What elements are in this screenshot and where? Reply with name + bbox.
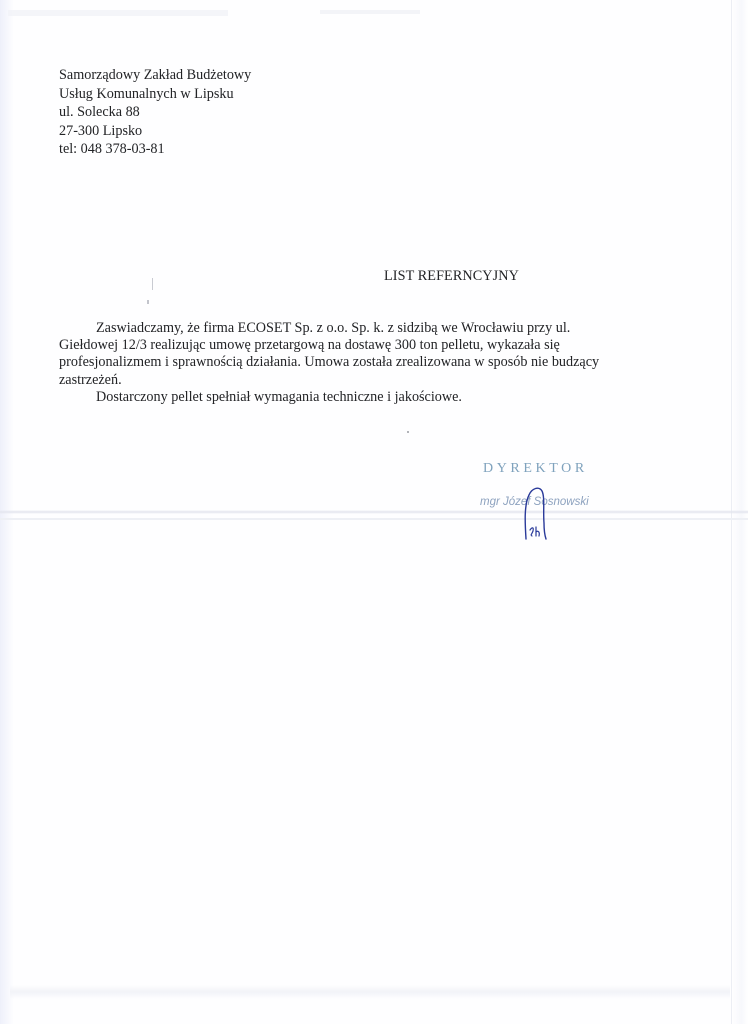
sender-address-block [59,66,251,159]
sender-line: Samorządowy Zakład Budżetowy [59,67,252,83]
handwritten-signature-icon [520,483,560,543]
bleed-through-mark [320,10,420,14]
body-line: profesjonalizmem i sprawnością działania. Umowa została zrealizowana w sposób nie budzący [59,354,600,371]
stamp-title: DYREKTOR [483,461,588,476]
sender-line: 27-300 Lipsko [59,122,143,139]
letter-title: LIST REFERNCYJNY [384,268,519,284]
body-line: Dostarczony pellet spełniał wymagania techniczne i jakościowe. [96,388,462,405]
bleed-through-mark [8,10,228,16]
sender-line: Usług Komunalnych w Lipsku [59,85,234,102]
scan-artifact [152,278,153,290]
paper-fold-line [0,510,748,514]
scan-speck [407,431,409,433]
body-line: Giełdowej 12/3 realizując umowę przetargową na dostawę 300 ton pelletu, wykazała się [59,337,560,354]
sender-line: ul. Solecka 88 [59,104,140,121]
bleed-through-mark [10,985,730,999]
scan-artifact [147,300,149,304]
paper-fold-line [0,518,748,520]
sender-line: tel: 048 378-03-81 [59,141,165,158]
body-line: zastrzeżeń. [59,371,122,388]
stamp-name: mgr Józef Sosnowski [480,496,589,508]
body-line: Zaswiadczamy, że firma ECOSET Sp. z o.o. Sp. k. z sidzibą we Wrocławiu przy ul. [96,320,571,336]
letter-body [59,320,699,406]
